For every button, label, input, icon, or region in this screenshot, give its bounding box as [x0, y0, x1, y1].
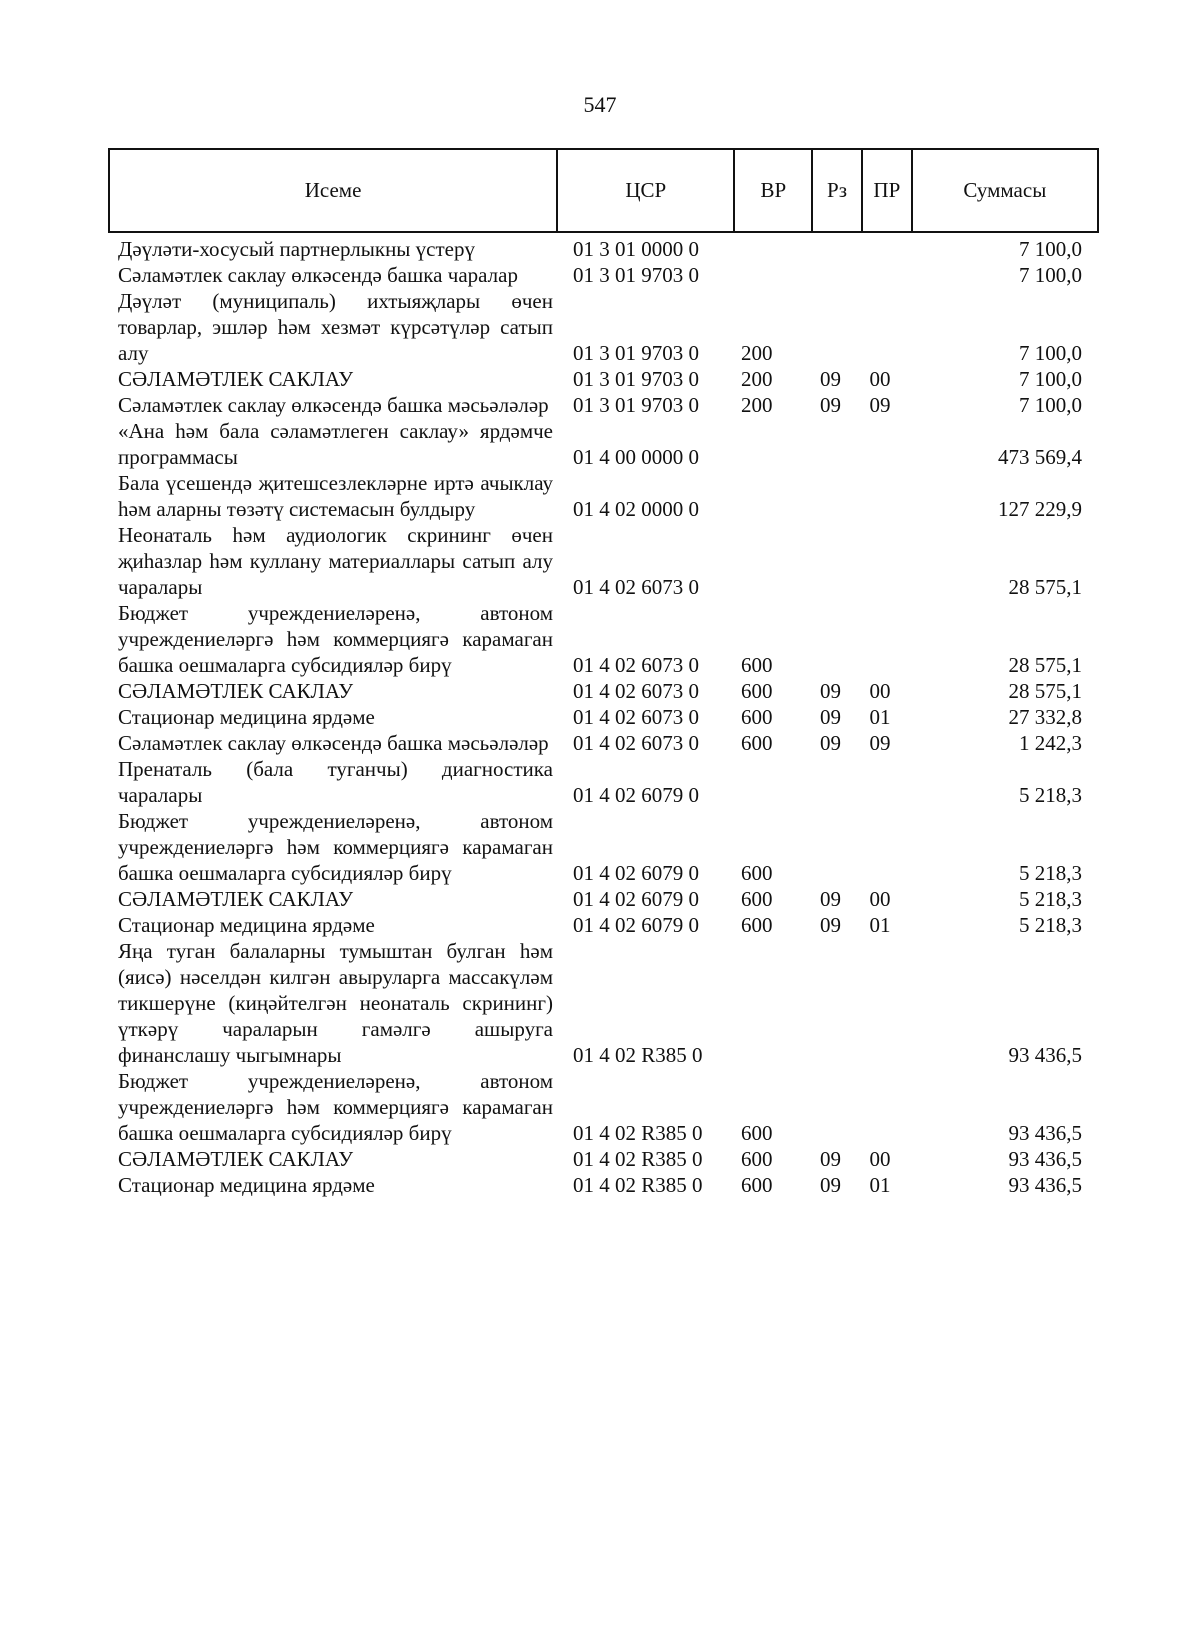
- cell-rz: 09: [820, 1147, 841, 1171]
- cell-sum: 7 100,0: [1019, 237, 1082, 261]
- cell-sum: 27 332,8: [1008, 705, 1082, 729]
- cell-rz: 09: [820, 679, 841, 703]
- cell-csr: 01 4 02 6079 0: [573, 913, 699, 937]
- cell-rz: 09: [820, 1173, 841, 1197]
- table-row: [108, 1172, 1099, 1198]
- table-row: [108, 756, 1099, 808]
- cell-sum: 7 100,0: [1019, 393, 1082, 417]
- column-header-name: Исеме: [110, 150, 558, 231]
- cell-sum: 1 242,3: [1019, 731, 1082, 755]
- table-row: [108, 678, 1099, 704]
- cell-csr: 01 4 02 6073 0: [573, 653, 699, 677]
- cell-csr: 01 4 02 6073 0: [573, 705, 699, 729]
- cell-sum: 28 575,1: [1008, 653, 1082, 677]
- table-row: [108, 938, 1099, 1068]
- cell-name: Бюджет учреждениеләренә, автоном учреждениеләргә һәм коммерциягә карамаган башка оешмаларга субсидияләр бирү: [118, 809, 553, 885]
- cell-csr: 01 3 01 9703 0: [573, 367, 699, 391]
- cell-csr: 01 3 01 9703 0: [573, 341, 699, 365]
- cell-name: Яңа туган балаларны тумыштан булган һәм (яисә) нәселдән килгән авыруларга массакүләм тикшерүне (киңәйтелгән неонаталь скрининг) үткәрү чараларын гамәлгә ашыруга финанслашу чыгымнары: [118, 939, 553, 1067]
- cell-csr: 01 4 02 6079 0: [573, 887, 699, 911]
- cell-rz: 09: [820, 393, 841, 417]
- cell-sum: 7 100,0: [1019, 263, 1082, 287]
- cell-sum: 7 100,0: [1019, 367, 1082, 391]
- cell-csr: 01 4 02 R385 0: [573, 1173, 703, 1197]
- table-row: [108, 262, 1099, 288]
- cell-name: Сәламәтлек саклау өлкәсендә башка мәсьәләләр: [118, 731, 549, 755]
- table-row: [108, 236, 1099, 262]
- table-row: [108, 470, 1099, 522]
- cell-name: Дәүләти-хосусый партнерлыкны үстерү: [118, 237, 475, 261]
- cell-vr: 600: [741, 1121, 773, 1145]
- cell-pr: 00: [869, 1147, 891, 1171]
- cell-csr: 01 3 01 0000 0: [573, 237, 699, 261]
- cell-name: СӘЛАМӘТЛЕК САКЛАУ: [118, 367, 354, 391]
- cell-pr: 09: [869, 393, 891, 417]
- table-row: [108, 522, 1099, 600]
- cell-name: СӘЛАМӘТЛЕК САКЛАУ: [118, 679, 354, 703]
- cell-name: Стационар медицина ярдәме: [118, 1173, 375, 1197]
- cell-sum: 5 218,3: [1019, 861, 1082, 885]
- cell-name: Стационар медицина ярдәме: [118, 705, 375, 729]
- column-header-csr: ЦСР: [558, 150, 735, 231]
- table-row: [108, 886, 1099, 912]
- table-header: [108, 148, 1099, 233]
- table-row: [108, 1146, 1099, 1172]
- cell-csr: 01 4 02 0000 0: [573, 497, 699, 521]
- cell-pr: 01: [869, 705, 891, 729]
- column-header-rz: Рз: [813, 150, 863, 231]
- cell-name: Стационар медицина ярдәме: [118, 913, 375, 937]
- table-row: [108, 730, 1099, 756]
- cell-name: Сәламәтлек саклау өлкәсендә башка чаралар: [118, 263, 518, 287]
- cell-name: СӘЛАМӘТЛЕК САКЛАУ: [118, 887, 354, 911]
- cell-vr: 600: [741, 653, 773, 677]
- cell-vr: 600: [741, 1173, 773, 1197]
- column-header-pr: ПР: [863, 150, 913, 231]
- cell-pr: 00: [869, 679, 891, 703]
- cell-pr: 01: [869, 1173, 891, 1197]
- cell-sum: 28 575,1: [1008, 679, 1082, 703]
- cell-pr: 01: [869, 913, 891, 937]
- cell-name: «Ана һәм бала сәламәтлеген саклау» ярдәмче программасы: [118, 419, 553, 469]
- cell-csr: 01 4 02 6079 0: [573, 783, 699, 807]
- cell-vr: 600: [741, 887, 773, 911]
- cell-sum: 5 218,3: [1019, 913, 1082, 937]
- cell-rz: 09: [820, 705, 841, 729]
- cell-name: Бюджет учреждениеләренә, автоном учреждениеләргә һәм коммерциягә карамаган башка оешмаларга субсидияләр бирү: [118, 1069, 553, 1145]
- table-row: [108, 808, 1099, 886]
- cell-csr: 01 4 02 R385 0: [573, 1147, 703, 1171]
- cell-csr: 01 3 01 9703 0: [573, 263, 699, 287]
- table-row: [108, 600, 1099, 678]
- cell-sum: 5 218,3: [1019, 887, 1082, 911]
- cell-name: Бюджет учреждениеләренә, автоном учреждениеләргә һәм коммерциягә карамаган башка оешмаларга субсидияләр бирү: [118, 601, 553, 677]
- cell-vr: 200: [741, 367, 773, 391]
- cell-sum: 473 569,4: [998, 445, 1082, 469]
- cell-sum: 28 575,1: [1008, 575, 1082, 599]
- cell-pr: 00: [869, 887, 891, 911]
- cell-sum: 93 436,5: [1008, 1173, 1082, 1197]
- cell-sum: 93 436,5: [1008, 1147, 1082, 1171]
- cell-csr: 01 3 01 9703 0: [573, 393, 699, 417]
- cell-rz: 09: [820, 913, 841, 937]
- table-row: [108, 366, 1099, 392]
- cell-name: Сәламәтлек саклау өлкәсендә башка мәсьәләләр: [118, 393, 549, 417]
- cell-name: СӘЛАМӘТЛЕК САКЛАУ: [118, 1147, 354, 1171]
- cell-pr: 00: [869, 367, 891, 391]
- cell-csr: 01 4 02 6073 0: [573, 679, 699, 703]
- cell-rz: 09: [820, 887, 841, 911]
- cell-name: Неонаталь һәм аудиологик скрининг өчен җиһазлар һәм куллану материаллары сатып алу чаралары: [118, 523, 553, 599]
- cell-rz: 09: [820, 731, 841, 755]
- cell-vr: 600: [741, 1147, 773, 1171]
- table-row: [108, 912, 1099, 938]
- cell-name: Пренаталь (бала туганчы) диагностика чаралары: [118, 757, 553, 807]
- cell-csr: 01 4 00 0000 0: [573, 445, 699, 469]
- cell-sum: 7 100,0: [1019, 341, 1082, 365]
- cell-sum: 93 436,5: [1008, 1121, 1082, 1145]
- column-header-sum: Суммасы: [963, 178, 1047, 202]
- cell-rz: 09: [820, 367, 841, 391]
- cell-sum: 93 436,5: [1008, 1043, 1082, 1067]
- cell-csr: 01 4 02 6079 0: [573, 861, 699, 885]
- table-row: [108, 288, 1099, 366]
- cell-csr: 01 4 02 R385 0: [573, 1121, 703, 1145]
- table-row: [108, 392, 1099, 418]
- cell-sum: 5 218,3: [1019, 783, 1082, 807]
- table-row: [108, 1068, 1099, 1146]
- table-body: [108, 236, 1099, 1198]
- cell-vr: 600: [741, 679, 773, 703]
- page-number: 547: [583, 92, 617, 117]
- cell-vr: 600: [741, 861, 773, 885]
- cell-csr: 01 4 02 6073 0: [573, 575, 699, 599]
- cell-vr: 600: [741, 913, 773, 937]
- table-row: [108, 704, 1099, 730]
- cell-sum: 127 229,9: [998, 497, 1082, 521]
- cell-name: Бала үсешендә җитешсезлекләрне иртә ачыклау һәм аларны төзәтү системасын булдыру: [118, 471, 553, 521]
- table-row: [108, 418, 1099, 470]
- cell-vr: 600: [741, 731, 773, 755]
- cell-pr: 09: [869, 731, 891, 755]
- cell-vr: 600: [741, 705, 773, 729]
- column-header-vr: ВР: [735, 150, 813, 231]
- cell-csr: 01 4 02 6073 0: [573, 731, 699, 755]
- cell-csr: 01 4 02 R385 0: [573, 1043, 703, 1067]
- cell-vr: 200: [741, 393, 773, 417]
- cell-vr: 200: [741, 341, 773, 365]
- cell-name: Дәүләт (муниципаль) ихтыяҗлары өчен товарлар, эшләр һәм хезмәт күрсәтүләр сатып алу: [118, 289, 553, 365]
